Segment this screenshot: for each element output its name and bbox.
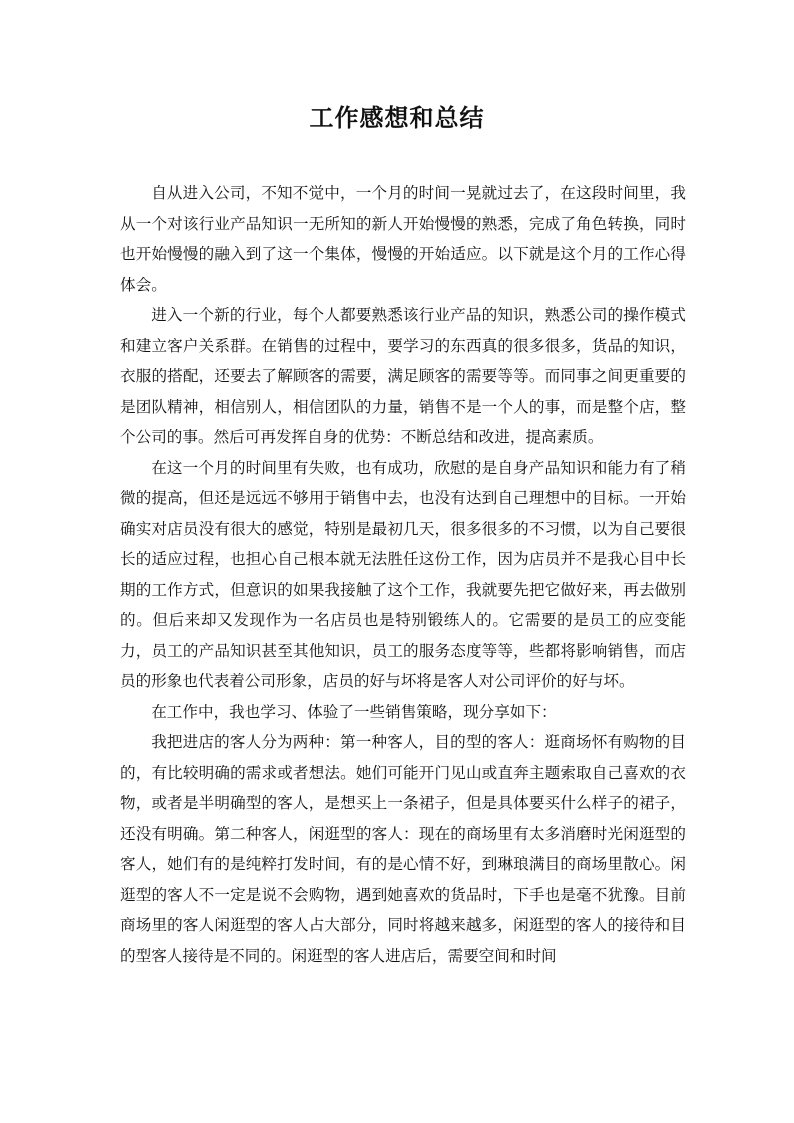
paragraph-new-industry: 进入一个新的行业，每个人都要熟悉该行业产品的知识，熟悉公司的操作模式和建立客户关系群。在销售的过程中，要学习的东西真的很多很多，货品的知识，衣服的搭配，还要去了解顾客的需要，满足顾客的需要等等。而同事之间更重要的是团队精神，相信别人，相信团队的力量，销售不是一个人的事，而是整个店，整个公司的事。然后可再发挥自身的优势：不断总结和改进，提高素质。 [120,306,686,446]
document-body [120,178,686,971]
paragraph-first-month: 在这一个月的时间里有失败，也有成功，欣慰的是自身产品知识和能力有了稍微的提高，但还是远远不够用于销售中去，也没有达到自己理想中的目标。一开始确实对店员没有很大的感觉，特别是最初几天，很多很多的不习惯，以为自己要很长的适应过程，也担心自己根本就无法胜任这份工作，因为店员并不是我心目中长期的工作方式，但意识的如果我接触了这个工作，我就要先把它做好来，再去做别的。但后来却又发现作为一名店员也是特别锻练人的。它需要的是员工的应变能力，员工的产品知识甚至其他知识，员工的服务态度等等，些都将影响销售，而店员的形象也代表着公司形象，店员的好与坏将是客人对公司评价的好与坏。 [120,458,686,690]
paragraph-customer-types: 我把进店的客人分为两种：第一种客人，目的型的客人：逛商场怀有购物的目的，有比较明确的需求或者想法。她们可能开门见山或直奔主题索取自己喜欢的衣物，或者是半明确型的客人，是想买上一条裙子，但是具体要买什么样子的裙子，还没有明确。第二种客人，闲逛型的客人：现在的商场里有太多消磨时光闲逛型的客人，她们有的是纯粹打发时间，有的是心情不好，到琳琅满目的商场里散心。闲逛型的客人不一定是说不会购物，遇到她喜欢的货品时，下手也是毫不犹豫。目前商场里的客人闲逛型的客人占大部分，同时将越来越多，闲逛型的客人的接待和目的型客人接待是不同的。闲逛型的客人进店后，需要空间和时间 [120,733,686,965]
paragraph-intro: 自从进入公司，不知不觉中，一个月的时间一晃就过去了，在这段时间里，我从一个对该行业产品知识一无所知的新人开始慢慢的熟悉，完成了角色转换，同时也开始慢慢的融入到了这一个集体，慢慢的开始适应。以下就是这个月的工作心得体会。 [120,184,686,294]
document-title: 工作感想和总结 [309,103,485,132]
paragraph-sales-strategy-intro: 在工作中，我也学习、体验了一些销售策略，现分享如下： [151,702,557,721]
